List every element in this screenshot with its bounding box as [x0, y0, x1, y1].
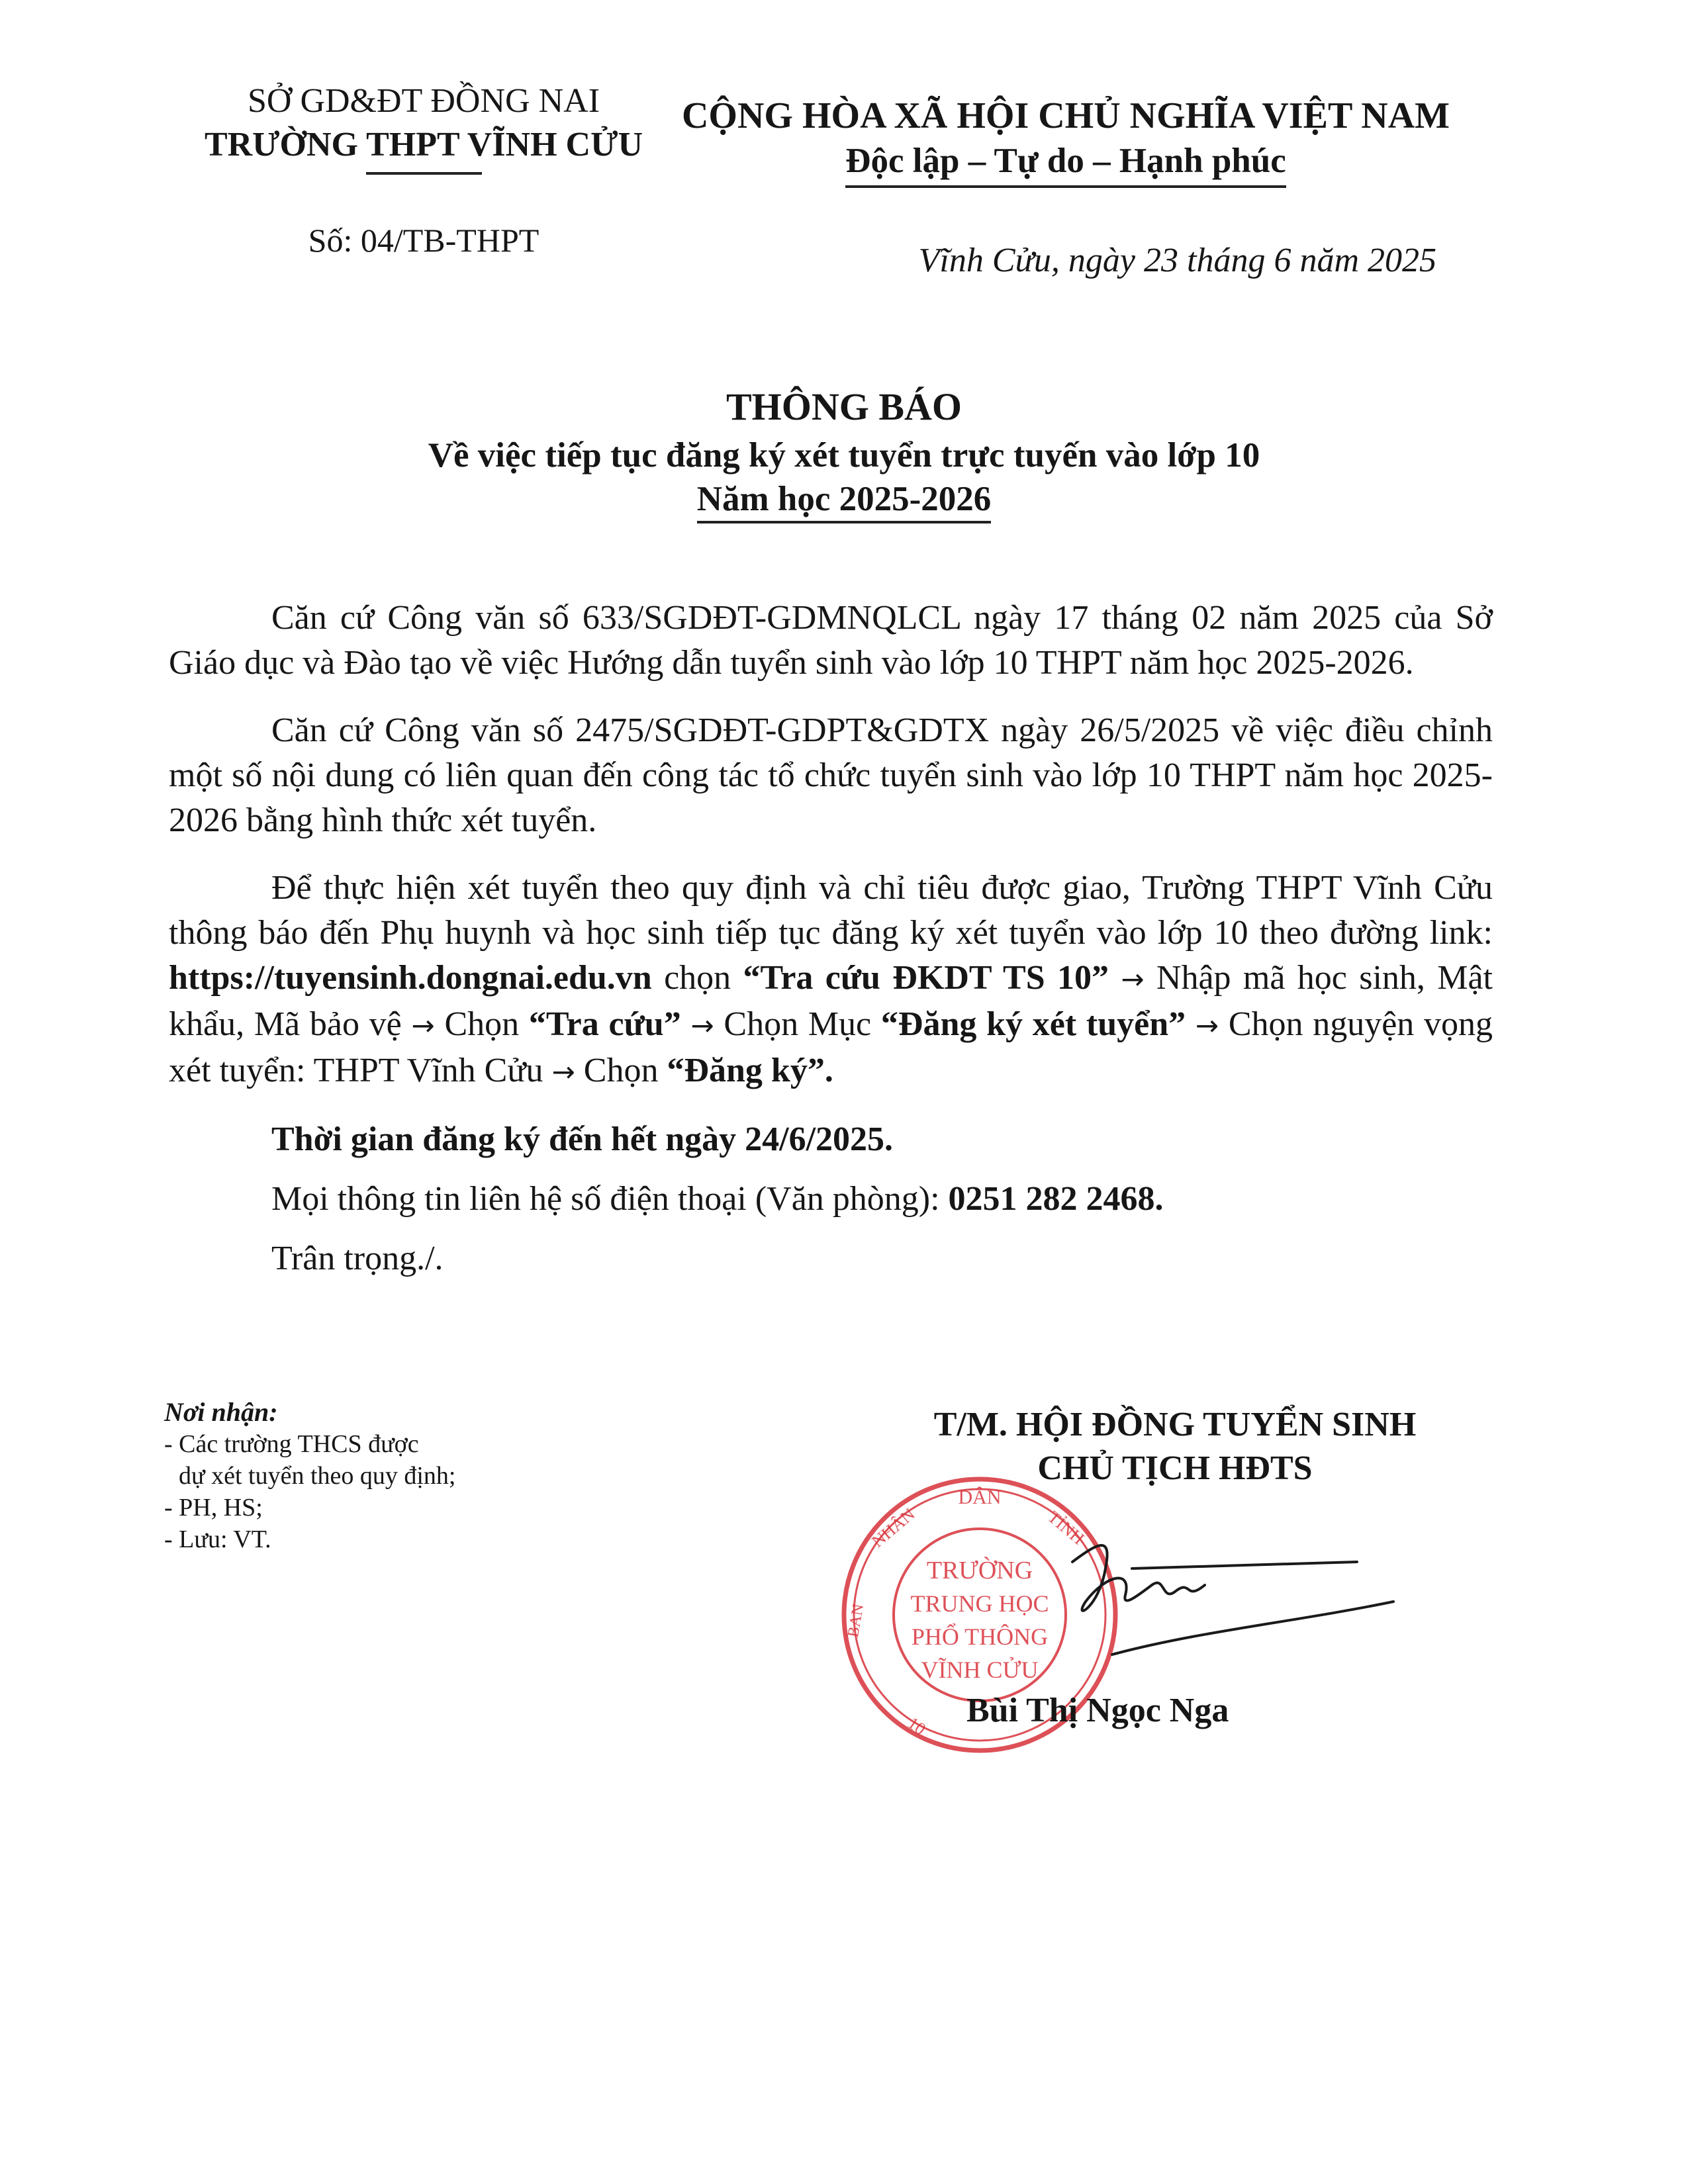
document-subject: Về việc tiếp tục đăng ký xét tuyển trực tuyến vào lớp 10 [428, 436, 1260, 475]
seal-text: VĨNH CỬU [921, 1657, 1039, 1683]
closing-text: Trân trọng./. [271, 1240, 444, 1277]
instruction-text: Chọn [575, 1052, 667, 1089]
menu-register: “Đăng ký”. [667, 1052, 833, 1089]
signer-role: CHỦ TỊCH HĐTS [1037, 1449, 1313, 1487]
instruction-text: Chọn Mục [714, 1005, 881, 1043]
document-body [169, 596, 1493, 1296]
recipients-block [164, 1396, 594, 1555]
instruction-text: Chọn nguyện vọng xét tuyển: THPT Vĩnh Cửu [169, 1005, 1493, 1089]
recipients-heading: Nơi nhận: [164, 1397, 278, 1427]
deadline-text: Thời gian đăng ký đến hết ngày 24/6/2025. [271, 1120, 894, 1158]
issuer-block [159, 79, 688, 259]
instructions-intro: Để thực hiện xét tuyển theo quy định và chỉ tiêu được giao, Trường THPT Vĩnh Cửu thông báo đến Phụ huynh và học sinh tiếp tục đăng ký xét tuyển vào lớp 10 theo đường link: [169, 869, 1493, 952]
seal-text: TRƯỜNG [926, 1557, 1033, 1584]
menu-register-admission: “Đăng ký xét tuyển” [880, 1005, 1186, 1043]
document-title: THÔNG BÁO [726, 385, 962, 428]
seal-ring-text: 10 [904, 1713, 929, 1739]
arrow-right-icon: → [551, 1056, 575, 1088]
contact-line [169, 1177, 1493, 1222]
header-divider [366, 172, 482, 175]
paragraph-basis-1: Căn cứ Công văn số 633/SGDĐT-GDMNQLCL ngày 17 tháng 02 năm 2025 của Sở Giáo dục và Đào tạo về việc Hướng dẫn tuyển sinh vào lớp 10 THPT năm học 2025-2026. [169, 599, 1493, 682]
signer-name: Bùi Thị Ngọc Nga [966, 1692, 1229, 1729]
seal-ring-text: BAN [844, 1602, 868, 1639]
handwritten-signature [1033, 1522, 1403, 1674]
school-year: Năm học 2025-2026 [697, 477, 992, 523]
arrow-right-icon: → [1121, 963, 1145, 995]
seal-ring-text: NHÂN [868, 1504, 919, 1551]
document-title-block [265, 381, 1423, 523]
country-name: CỘNG HÒA XÃ HỘI CHỦ NGHĨA VIỆT NAM [681, 95, 1450, 136]
instruction-text: chọn [651, 959, 743, 997]
menu-lookup: “Tra cứu ĐKDT TS 10” [743, 959, 1109, 997]
seal-text: PHỔ THÔNG [911, 1623, 1049, 1650]
arrow-right-icon: → [411, 1009, 435, 1042]
place-date: Vĩnh Cửu, ngày 23 tháng 6 năm 2025 [918, 242, 1436, 279]
arrow-right-icon: → [690, 1009, 714, 1042]
paragraph-basis-2: Căn cứ Công văn số 2475/SGDĐT-GDPT&GDTX ngày 26/5/2025 về việc điều chỉnh một số nội dung có liên quan đến công tác tổ chức tuyển sinh vào lớp 10 THPT năm học 2025-2026 bằng hình thức xét tuyển. [169, 711, 1493, 839]
recipient-item: - Các trường THCS được [164, 1430, 419, 1458]
recipient-item: dự xét tuyển theo quy định; [179, 1462, 456, 1490]
school-name: TRƯỜNG THPT VĨNH CỬU [204, 126, 643, 163]
national-heading [669, 93, 1463, 280]
department-name: SỞ GD&ĐT ĐỒNG NAI [247, 82, 600, 120]
signer-organization: T/M. HỘI ĐỒNG TUYỂN SINH [933, 1406, 1417, 1443]
paragraph-instructions [169, 866, 1493, 1095]
national-motto: Độc lập – Tự do – Hạnh phúc [845, 139, 1286, 188]
document-number: Số: 04/TB-THPT [308, 222, 539, 259]
contact-phone: 0251 282 2468. [948, 1180, 1164, 1218]
arrow-right-icon: → [1195, 1009, 1219, 1042]
contact-label: Mọi thông tin liên hệ số điện thoại (Văn phòng): [271, 1180, 949, 1218]
recipient-item: - Lưu: VT. [164, 1525, 271, 1553]
menu-search: “Tra cứu” [528, 1005, 681, 1043]
seal-ring-text: DÂN [958, 1486, 1002, 1508]
seal-ring-text: TỈNH [1044, 1507, 1088, 1549]
instruction-text: Nhập mã học sinh, Mật khẩu, Mã bảo vệ [169, 959, 1493, 1043]
seal-text: TRUNG HỌC [910, 1590, 1049, 1617]
instruction-text: Chọn [434, 1005, 529, 1043]
recipient-item: - PH, HS; [164, 1494, 263, 1522]
registration-link[interactable]: https://tuyensinh.dongnai.edu.vn [169, 959, 652, 997]
